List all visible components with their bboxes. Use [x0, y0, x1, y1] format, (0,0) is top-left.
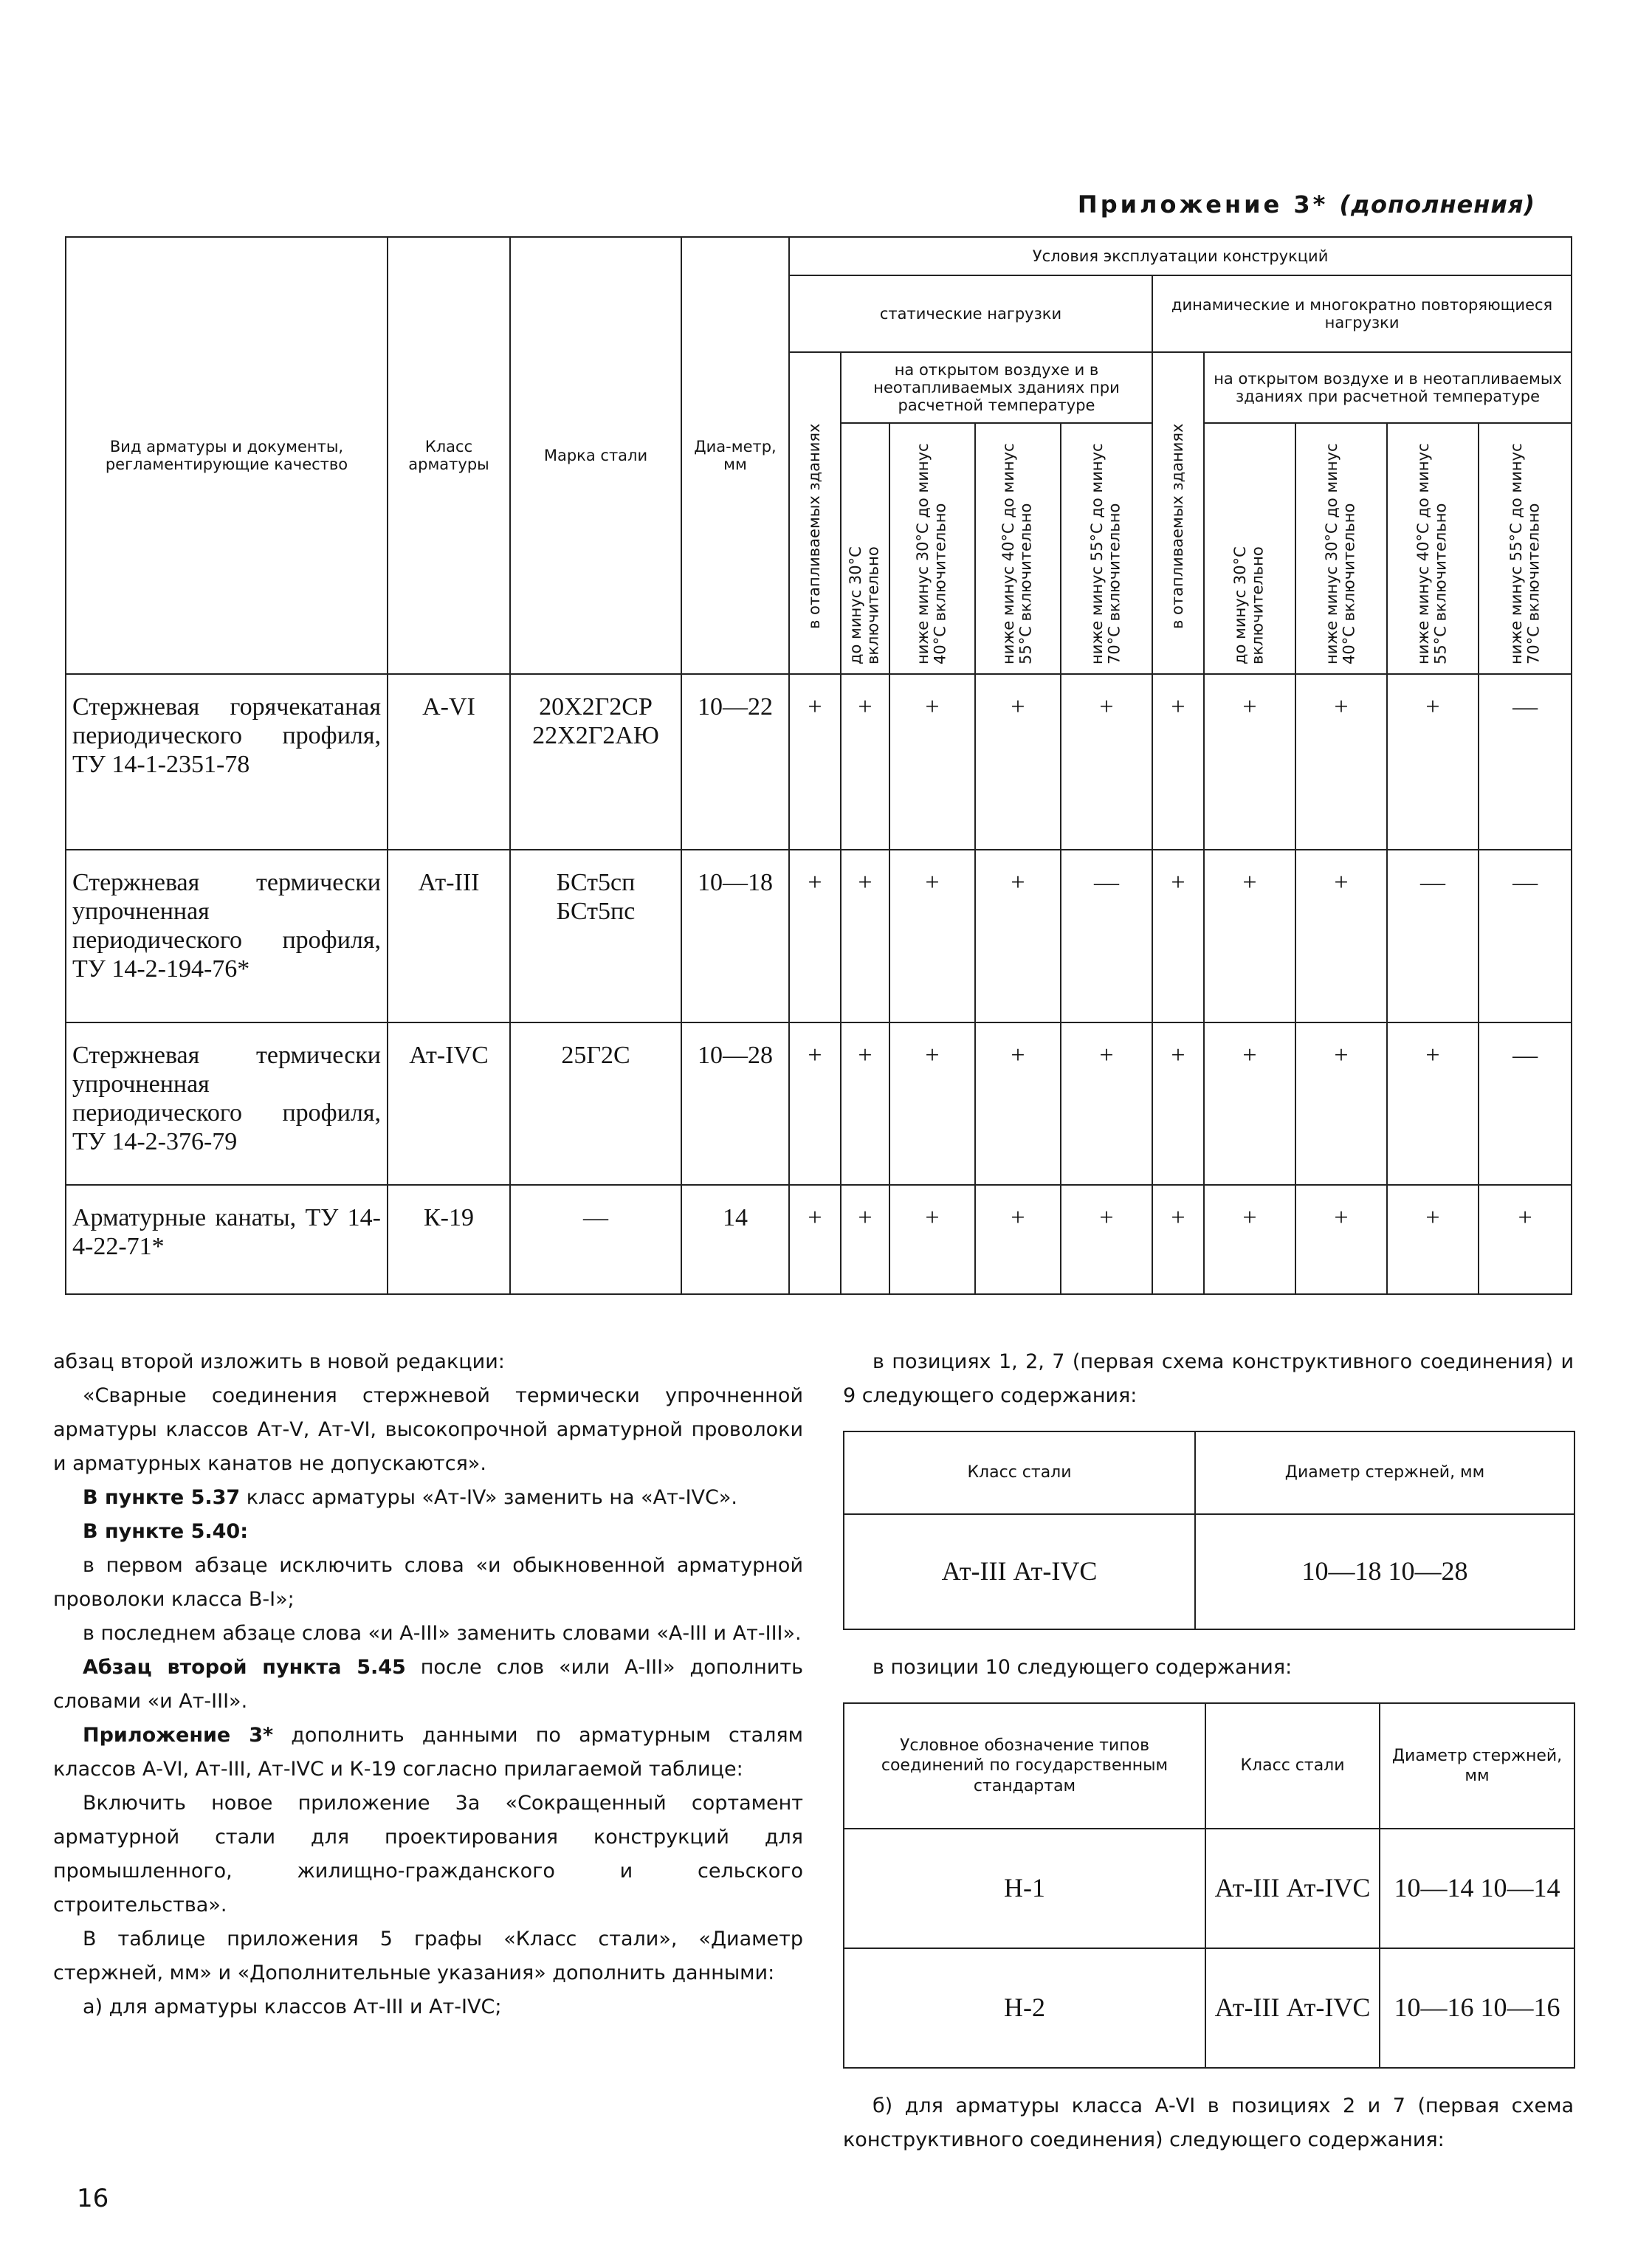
cell-bar-diameter: 10—14 10—14: [1380, 1829, 1574, 1948]
cell-bar-diameter: 10—18 10—28: [1195, 1514, 1574, 1629]
cell-steel-class: Ат-III Ат-IVС: [1205, 1948, 1380, 2068]
row-class: A-VI: [388, 674, 510, 850]
appendix-label: Приложение 3*: [1077, 190, 1329, 219]
page-number: 16: [77, 2184, 109, 2213]
header-dynamic-temp-1: до минус 30°С включительно: [1204, 423, 1295, 674]
header-static-heated: в отапливаемых зданиях: [789, 352, 841, 674]
mark-cell: +: [1479, 1185, 1572, 1294]
mark-cell: +: [889, 850, 975, 1022]
row-class: К-19: [388, 1185, 510, 1294]
header-static-temp-3: ниже минус 40°С до минус 55°С включительно: [975, 423, 1061, 674]
mark-cell: +: [1295, 850, 1387, 1022]
mark-cell: +: [841, 850, 889, 1022]
mark-cell: +: [1387, 674, 1479, 850]
table-row: [844, 1514, 1574, 1629]
paragraph: «Сварные соединения стержневой термически упрочненной арматуры классов Ат-V, Ат-VI, высокопрочной арматурной проволоки и арматурных канатов не допускаются».: [53, 1384, 803, 1475]
row-name: Арматурные канаты, ТУ 14-4-22-71*: [66, 1185, 388, 1294]
header-type-doc: Вид арматуры и документы, регламентирующие качество: [66, 237, 388, 674]
mark-cell: +: [1387, 1185, 1479, 1294]
mark-cell: +: [789, 1185, 841, 1294]
paragraph: б) для арматуры класса А-VI в позициях 2 и 7 (первая схема конструктивного соединения) следующего содержания:: [843, 2094, 1574, 2151]
mark-cell: —: [1479, 850, 1572, 1022]
mark-cell: +: [1061, 674, 1152, 850]
cell-steel-class: Ат-III Ат-IVС: [844, 1514, 1195, 1629]
left-text-column: [53, 1345, 803, 2024]
paragraph: в позициях 1, 2, 7 (первая схема конструктивного соединения) и 9 следующего содержания:: [843, 1350, 1574, 1407]
paragraph: в первом абзаце исключить слова «и обыкновенной арматурной проволоки класса В-I»;: [53, 1554, 803, 1611]
row-diameter: 14: [681, 1185, 789, 1294]
header-diameter: Диа-метр, мм: [681, 237, 789, 674]
table-row: [66, 674, 1572, 850]
paragraph: Абзац второй пункта 5.45 после слов «или А-III» дополнить словами «и Ат-III».: [53, 1656, 803, 1713]
paragraph: В пункте 5.37 класс арматуры «Ат-IV» заменить на «Ат-IVС».: [83, 1486, 737, 1509]
paragraph: В пункте 5.40:: [83, 1520, 248, 1543]
header-steel-class: Класс стали: [844, 1431, 1195, 1514]
row-diameter: 10—28: [681, 1022, 789, 1185]
steel-usage-table: [65, 236, 1572, 1295]
paragraph: в последнем абзаце слова «и А-III» заменить словами «А-III и Ат-III».: [83, 1622, 802, 1645]
mark-cell: +: [1295, 1185, 1387, 1294]
header-bar-diameter: Диаметр стержней, мм: [1195, 1431, 1574, 1514]
mark-cell: +: [789, 850, 841, 1022]
steel-diameter-table: [843, 1431, 1575, 1630]
table-row: [844, 1948, 1574, 2068]
mark-cell: +: [975, 1185, 1061, 1294]
row-steel: 20Х2Г2СР 22Х2Г2АЮ: [510, 674, 681, 850]
mark-cell: —: [1479, 1022, 1572, 1185]
row-class: Ат-IVС: [388, 1022, 510, 1185]
header-joint-type: Условное обозначение типов соединений по государственным стандартам: [844, 1703, 1205, 1829]
row-steel: БСт5сп БСт5пс: [510, 850, 681, 1022]
mark-cell: +: [789, 1022, 841, 1185]
header-steel-class: Класс стали: [1205, 1703, 1380, 1829]
header-conditions: Условия эксплуатации конструкций: [789, 237, 1572, 275]
header-static-temp-4: ниже минус 55°С до минус 70°С включительно: [1061, 423, 1152, 674]
mark-cell: +: [1152, 1022, 1204, 1185]
mark-cell: —: [1061, 850, 1152, 1022]
header-dynamic-temp-4: ниже минус 55°С до минус 70°С включительно: [1479, 423, 1572, 674]
mark-cell: +: [1204, 1022, 1295, 1185]
mark-cell: +: [841, 1185, 889, 1294]
header-dynamic-temp-2: ниже минус 30°С до минус 40°С включительно: [1295, 423, 1387, 674]
mark-cell: +: [1204, 1185, 1295, 1294]
header-steel: Марка стали: [510, 237, 681, 674]
mark-cell: +: [1295, 674, 1387, 850]
header-dynamic-heated: в отапливаемых зданиях: [1152, 352, 1204, 674]
mark-cell: +: [975, 1022, 1061, 1185]
header-dynamic: динамические и многократно повторяющиеся нагрузки: [1152, 275, 1572, 352]
paragraph: Приложение 3* дополнить данными по арматурным сталям классов А-VI, Ат-III, Ат-IVС и К-19 согласно прилагаемой таблице:: [53, 1724, 803, 1781]
row-name: Стержневая горячекатаная периодического профиля, ТУ 14-1-2351-78: [66, 674, 388, 850]
table-row: [66, 1185, 1572, 1294]
mark-cell: +: [1152, 850, 1204, 1022]
row-steel: —: [510, 1185, 681, 1294]
row-diameter: 10—22: [681, 674, 789, 850]
row-class: Ат-III: [388, 850, 510, 1022]
mark-cell: +: [1387, 1022, 1479, 1185]
header-static-outdoor: на открытом воздухе и в неотапливаемых зданиях при расчетной температуре: [841, 352, 1152, 423]
mark-cell: +: [1061, 1185, 1152, 1294]
mark-cell: +: [975, 674, 1061, 850]
paragraph: В таблице приложения 5 графы «Класс стали», «Диаметр стержней, мм» и «Дополнительные указания» дополнить данными:: [53, 1928, 803, 1984]
row-steel: 25Г2С: [510, 1022, 681, 1185]
appendix-note: (дополнения): [1339, 190, 1535, 219]
appendix-title: [1063, 190, 1535, 219]
header-dynamic-outdoor: на открытом воздухе и в неотапливаемых зданиях при расчетной температуре: [1204, 352, 1572, 423]
mark-cell: +: [1295, 1022, 1387, 1185]
mark-cell: —: [1387, 850, 1479, 1022]
table-row: [844, 1829, 1574, 1948]
right-text-column: [843, 1345, 1574, 2157]
table-row: [66, 850, 1572, 1022]
row-name: Стержневая термически упрочненная периодического профиля, ТУ 14-2-194-76*: [66, 850, 388, 1022]
mark-cell: +: [1152, 1185, 1204, 1294]
row-diameter: 10—18: [681, 850, 789, 1022]
paragraph: а) для арматуры классов Ат-III и Ат-IVС;: [83, 1995, 502, 2018]
cell-joint-type: Н-1: [844, 1829, 1205, 1948]
header-static: статические нагрузки: [789, 275, 1152, 352]
header-bar-diameter: Диаметр стержней, мм: [1380, 1703, 1574, 1829]
mark-cell: +: [889, 1022, 975, 1185]
mark-cell: +: [889, 1185, 975, 1294]
mark-cell: +: [889, 674, 975, 850]
table-row: [66, 1022, 1572, 1185]
mark-cell: +: [1204, 850, 1295, 1022]
header-class: Класс арматуры: [388, 237, 510, 674]
mark-cell: +: [1061, 1022, 1152, 1185]
mark-cell: +: [841, 1022, 889, 1185]
joint-type-table: [843, 1702, 1575, 2069]
header-dynamic-temp-3: ниже минус 40°С до минус 55°С включительно: [1387, 423, 1479, 674]
paragraph: абзац второй изложить в новой редакции:: [53, 1350, 505, 1373]
paragraph: Включить новое приложение 3а «Сокращенный сортамент арматурной стали для проектирования конструкций для промышленного, жилищно-гражданского и сельского строительства».: [53, 1792, 803, 1916]
row-name: Стержневая термически упрочненная периодического профиля, ТУ 14-2-376-79: [66, 1022, 388, 1185]
mark-cell: +: [1204, 674, 1295, 850]
cell-steel-class: Ат-III Ат-IVС: [1205, 1829, 1380, 1948]
mark-cell: +: [975, 850, 1061, 1022]
header-static-temp-1: до минус 30°С включительно: [841, 423, 889, 674]
mark-cell: +: [841, 674, 889, 850]
cell-joint-type: Н-2: [844, 1948, 1205, 2068]
cell-bar-diameter: 10—16 10—16: [1380, 1948, 1574, 2068]
mark-cell: —: [1479, 674, 1572, 850]
mark-cell: +: [789, 674, 841, 850]
header-static-temp-2: ниже минус 30°С до минус 40°С включительно: [889, 423, 975, 674]
mark-cell: +: [1152, 674, 1204, 850]
paragraph: в позиции 10 следующего содержания:: [873, 1656, 1293, 1679]
